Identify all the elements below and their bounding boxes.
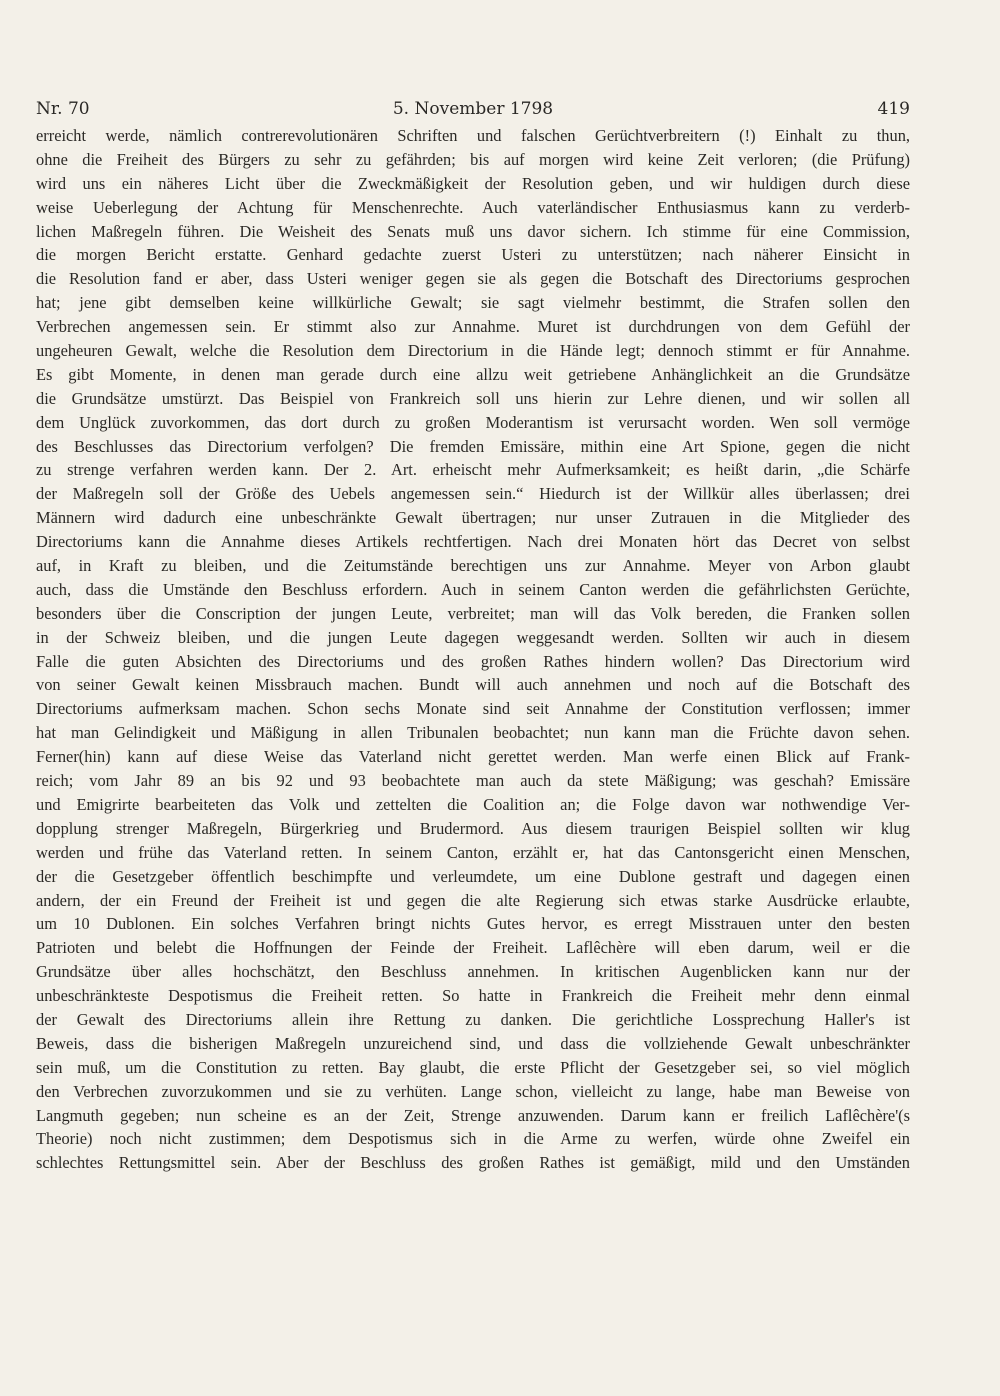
text-line: Grundsätze über alles hochschätzt, den Beschluss annehmen. In kritischen Augenblicken kann nur der xyxy=(36,962,910,982)
page-date: 5. November 1798 xyxy=(392,99,554,119)
text-line: der Maßregeln soll der Größe des Uebels angemessen sein.“ Hiedurch ist der Willkür alles überlassen; drei xyxy=(36,484,910,504)
page-header xyxy=(36,96,910,122)
page-number: 419 xyxy=(877,99,910,119)
text-line: ohne die Freiheit des Bürgers zu sehr zu gefährden; bis auf morgen wird keine Zeit verloren; (die Prüfung) xyxy=(36,149,910,169)
text-line: den Verbrechen zuvorzukommen und sie zu verhüten. Lange schon, vielleicht zu lange, habe man Beweise von xyxy=(36,1081,910,1101)
text-line: andern, der ein Freund der Freiheit ist und gegen die alte Regierung sich etwas starke Ausdrücke erlaubte, xyxy=(36,890,910,910)
text-line: die Resolution fand er aber, dass Usteri weniger gegen sie als gegen die Botschaft des Directoriums gesprochen xyxy=(36,269,910,289)
text-line: reich; vom Jahr 89 an bis 92 und 93 beobachtete man auch da stete Mäßigung; was geschah? Emissäre xyxy=(36,771,910,791)
text-line: Falle die guten Absichten des Directoriums und des großen Rathes hindern wollen? Das Directorium wird xyxy=(36,651,910,671)
text-line: auf, in Kraft zu bleiben, und die Zeitumstände berechtigen uns zur Annahme. Meyer von Arbon glaubt xyxy=(36,556,910,576)
body-text xyxy=(36,124,910,1175)
text-line: der die Gesetzgeber öffentlich beschimpfte und verleumdete, um eine Dublone gestraft und dagegen einen xyxy=(36,866,910,886)
text-line: Beweis, dass die bisherigen Maßregeln unzureichend sind, und dass die vollziehende Gewalt unbeschränkter xyxy=(36,1033,910,1053)
text-line: zu strenge verfahren werden kann. Der 2. Art. erheischt mehr Aufmerksamkeit; es heißt darin, „die Schärfe xyxy=(36,460,910,480)
text-line: der Gewalt des Directoriums allein ihre Rettung zu danken. Die gerichtliche Lossprechung Haller's ist xyxy=(36,1009,910,1029)
text-line: Es gibt Momente, in denen man gerade durch eine allzu weit getriebene Anhänglichkeit an die Grundsätze xyxy=(36,364,910,384)
text-line: besonders über die Conscription der jungen Leute, verbreitet; man will das Volk bereden, die Franken sollen xyxy=(36,603,910,623)
text-line: sein muß, um die Constitution zu retten. Bay glaubt, die erste Pflicht der Gesetzgeber sei, so viel möglich xyxy=(36,1057,910,1077)
text-line: Ferner(hin) kann auf diese Weise das Vaterland nicht gerettet werden. Man werfe einen Blick auf Frank- xyxy=(36,747,910,767)
text-line: des Beschlusses das Directorium verfolgen? Die fremden Emissäre, mithin eine Art Spione, gegen die nicht xyxy=(36,436,910,456)
text-line: unbeschränkteste Despotismus die Freiheit retten. So hatte in Frankreich die Freiheit mehr denn einmal xyxy=(36,986,910,1006)
text-line: Verbrechen angemessen sein. Er stimmt also zur Annahme. Muret ist durchdrungen von dem Gefühl der xyxy=(36,317,910,337)
text-line: auch, dass die Umstände den Beschluss erfordern. Auch in seinem Canton werden die gefährlichsten Gerüchte, xyxy=(36,579,910,599)
text-line: dem Unglück zuvorkommen, das dort durch zu großen Moderantism ist verursacht worden. Wen soll vermöge xyxy=(36,412,910,432)
text-line: Patrioten und belebt die Hoffnungen der Feinde der Freiheit. Laflêchère will eben darum, weil er die xyxy=(36,938,910,958)
text-line: lichen Maßregeln führen. Die Weisheit des Senats muß uns davor sichern. Ich stimme für eine Commission, xyxy=(36,221,910,241)
issue-number: Nr. 70 xyxy=(36,99,90,119)
text-line: Directoriums aufmerksam machen. Schon sechs Monate sind seit Annahme der Constitution verflossen; immer xyxy=(36,699,910,719)
text-line: die Grundsätze umstürzt. Das Beispiel von Frankreich soll uns hierin zur Lehre dienen, und wir sollen all xyxy=(36,388,910,408)
text-line: und Emigrirte bearbeiteten das Volk und zettelten die Coalition an; die Folge davon war nothwendige Ver- xyxy=(36,794,910,814)
text-line: hat man Gelindigkeit und Mäßigung in allen Tribunalen beobachtet; nun kann man die Früchte davon sehen. xyxy=(36,723,910,743)
text-line: weise Ueberlegung der Achtung für Menschenrechte. Auch vaterländischer Enthusiasmus kann zu verderb- xyxy=(36,197,910,217)
text-line: hat; jene gibt demselben keine willkürliche Gewalt; sie sagt vielmehr bestimmt, die Strafen sollen den xyxy=(36,293,910,313)
text-line: schlechtes Rettungsmittel sein. Aber der Beschluss des großen Rathes ist gemäßigt, mild und den Umständen xyxy=(36,1153,910,1173)
text-line: Männern wird dadurch eine unbeschränkte Gewalt übertragen; nur unser Zutrauen in die Mitglieder des xyxy=(36,508,910,528)
text-line: ungeheuren Gewalt, welche die Resolution dem Directorium in die Hände legt; dennoch stimmt er für Annahme. xyxy=(36,341,910,361)
text-line: erreicht werde, nämlich contrerevolutionären Schriften und falschen Gerüchtverbreitern (!) Einhalt zu thun, xyxy=(36,126,910,145)
text-line: wird uns ein näheres Licht über die Zweckmäßigkeit der Resolution geben, und wir huldigen durch diese xyxy=(36,173,910,193)
text-line: die morgen Bericht erstatte. Genhard gedachte zuerst Usteri zu unterstützen; nach näherer Einsicht in xyxy=(36,245,910,265)
text-line: um 10 Dublonen. Ein solches Verfahren bringt nichts Gutes hervor, es erregt Misstrauen unter den besten xyxy=(36,914,910,934)
text-line: dopplung strenger Maßregeln, Bürgerkrieg und Brudermord. Aus diesem traurigen Beispiel sollten wir klug xyxy=(36,818,910,838)
text-line: Langmuth gegeben; nun scheine es an der Zeit, Strenge anzuwenden. Darum kann er freilich Laflêchère'(s xyxy=(36,1105,910,1125)
text-line: werden und frühe das Vaterland retten. In seinem Canton, erzählt er, hat das Cantonsgericht einen Menschen, xyxy=(36,842,910,862)
text-line: von seiner Gewalt keinen Missbrauch machen. Bundt will auch annehmen und noch auf die Botschaft des xyxy=(36,675,910,695)
text-line: Theorie) noch nicht zustimmen; dem Despotismus sich in die Arme zu werfen, würde ohne Zweifel ein xyxy=(36,1129,910,1149)
text-line: Directoriums kann die Annahme dieses Artikels rechtfertigen. Nach drei Monaten hört das Decret von selbst xyxy=(36,532,910,552)
text-line: in der Schweiz bleiben, und die jungen Leute dagegen weggesandt werden. Sollten wir auch in diesem xyxy=(36,627,910,647)
